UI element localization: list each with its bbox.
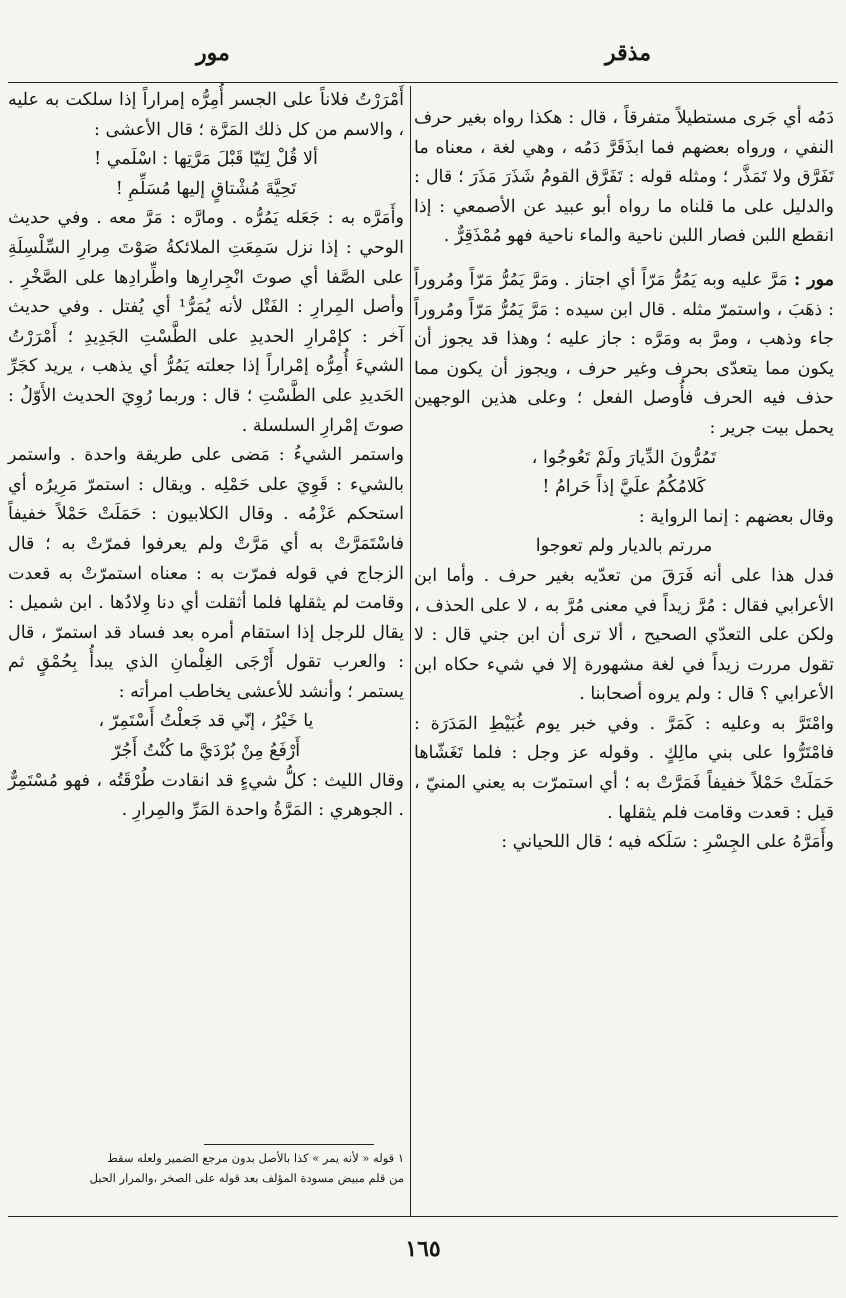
page-number: ١٦٥ [405, 1236, 441, 1262]
column-divider [410, 86, 411, 1216]
right-column [414, 104, 834, 858]
header-rule [8, 82, 838, 83]
paragraph: وأَمَرَّهُ على الجِسْرِ : سَلَكه فيه ؛ قال اللحياني : [501, 832, 834, 853]
verse-line: يا خَيْرُ ، إنّي قد جَعلْتُ أَسْتَمِرّ ، [98, 711, 314, 732]
running-head-left: مور [196, 40, 230, 66]
paragraph: فدل هذا على أنه فَرَقَ من تعدّيه بغير حرف . وأما ابن الأعرابي فقال : مُرَّ زيداً في معنى مُرَّ به ، لا على الحذف ، ولكن على التعدّي الصحيح ، ألا ترى أن ابن جني قال : لا تقول مررت زيداً في لغة مشهورة إلا في شيء حكاه ابن الأعرابي ؟ قال : ولم يروه أصحابنا . [414, 565, 834, 705]
paragraph: وقال الليث : كلُّ شيءٍ قد انقادت طُرْقَتُه ، فهو مُسْتَمِرٌّ . الجوهري : المَرَّةُ واحدة المَرِّ والمِرارِ . [8, 770, 404, 821]
entry-headword: مور : [793, 269, 834, 290]
paragraph: وقال بعضهم : إنما الرواية : [638, 506, 834, 527]
verse-line: مررتم بالديار ولم تعوجوا [535, 536, 713, 557]
entry-text: مَرَّ عليه وبه يَمُرُّ مَرّاً أي اجتاز . ومَرَّ يَمُرُّ مَرّاً ومُروراً : ذهَبَ ، واستمرّ مثله . قال ابن سيده : مَرَّ يَمُرُّ مَرّاً ومُروراً جاء وذهب ، ومرَّ به ومَرَّه : جاز عليه ؛ وهذا قد يجوز أن يكون مما يتعدّى بحرف وغير حرف ، ويجوز أن يكون مما حذف فيه الحرف فأُوصل الفعل ؛ وعلى هذين الوجهين يحمل بيت جرير : [414, 269, 834, 438]
entry-paragraph [414, 266, 834, 444]
verse-line: أَرْفَعُ مِنْ بُرْدَيَّ ما كُنْتُ أَجُرّ [111, 741, 301, 762]
verse-line: ألا قُلْ لِتَيّا قَبْلَ مَرَّتِها : اسْلَمي ! [94, 149, 318, 170]
footer-rule [8, 1216, 838, 1217]
paragraph: أَمْرَرْتُ فلاناً على الجسر أُمِرُّه إمراراً إذا سلكت به عليه ، والاسم من كل ذلك المَرَّة ؛ قال الأعشى : [8, 90, 404, 140]
paragraph: واستمر الشيءُ : مَضى على طريقة واحدة . واستمر بالشيء : قَوِيَ على حَمْلِه . ويقال : استمرّ مَرِيرُه أي استحكم عَزْمُه . وقال الكلابيون : حَمَلَتْ حَمْلاً خفيفاً فاسْتَمَرَّتْ به أي مَرَّتْ ولم يعرفوا فمرّتْ به ؛ قال الزجاج في قوله فمرّت به : معناه استمرّتْ به قعدت وقامت لم يثقلها فلما أثقلت أي دنا وِلادُها . ابن شميل : يقال للرجل إذا استقام أمره بعد فساد قد استمرّ ، قال : والعرب تقول أَرْجَى الغِلْمانِ الذي يبدأُ بِحُمْقٍ ثم يستمر ؛ وأنشد للأعشى يخاطب امرأته : [8, 445, 404, 702]
running-head-right: مذقر [605, 40, 651, 66]
verse-line: كَلامُكُمُ علَيَّ إذاً حَرامُ ! [542, 477, 706, 498]
footnote-line: من قلم مبيض مسودة المؤلف بعد قوله على الصخر ،والمرار الحبل [89, 1171, 404, 1185]
footnote [8, 1148, 404, 1188]
paragraph: دَمُه أي جَرى مستطيلاً متفرقاً ، قال : هكذا رواه بغير حرف النفي ، ورواه بعضهم فما ابذَقَرَّ دَمُه ، وهي لغة ، معناه ما تَفَرَّق ولا تَمَذَّر ؛ ومثله قوله : تَفَرَّق القومُ شَذَرَ مَذَرَ ؛ قال : والدليل على ما قلناه ما رواه أبو عبيد عن الأصمعي : إذا انقطع اللبن فصار اللبن ناحية والماء ناحية فهو مُمْذَقِرٌّ . [414, 108, 834, 247]
footnote-line: ١ قوله « لأنه يمر » كذا بالأصل بدون مرجع الضمير ولعله سقط [107, 1151, 404, 1165]
verse-line: تَحِيَّةَ مُشْتاقٍ إليها مُسَلِّمِ ! [115, 178, 297, 199]
left-column [8, 86, 404, 826]
paragraph: وامْتَرَّ به وعليه : كَمَرَّ . وفي خبر يوم غُبَيْطِ المَدَرَة : فامْتَرُّوا على بني مالِكٍ . وقوله عز وجل : فلما تَغَشّاها حَمَلَتْ حَمْلاً خفيفاً فَمَرَّتْ به ؛ أي استمرّت به يعني المنيّ ، قيل : قعدت وقامت فلم يثقلها . [414, 713, 834, 823]
paragraph: وأَمَرَّه به : جَعَله يَمُرُّه . ومارَّه : مَرَّ معه . وفي حديث الوحي : إذا نزل سَمِعَتِ الملائكةُ صَوْتَ مِرارِ السِّلْسِلَةِ على الصَّفا أي صوتَ انْجِرارِها واطِّرادِها على الصَّخْرِ . وأصل المِرارِ : الفَتْل لأنه يُمَرُّ¹ أي يُفتل . وفي حديث آخر : كإمْرارِ الحديدِ على الطَّسْتِ الجَدِيدِ ؛ أَمْرَرْتُ الشيءَ أُمِرُّه إمْراراً إذا جعلته يَمُرُّ أي يذهب ، يريد كجَرِّ الحَديدِ على الطَّسْتِ ؛ قال : وربما رُوِيَ الحديث الأَوّلُ : صوتَ إمْرارِ السلسلة . [8, 208, 405, 436]
footnote-rule [204, 1144, 374, 1145]
verse-line: تَمُرُّونَ الدِّيارَ ولَمْ تَعُوجُوا ، [531, 447, 717, 468]
